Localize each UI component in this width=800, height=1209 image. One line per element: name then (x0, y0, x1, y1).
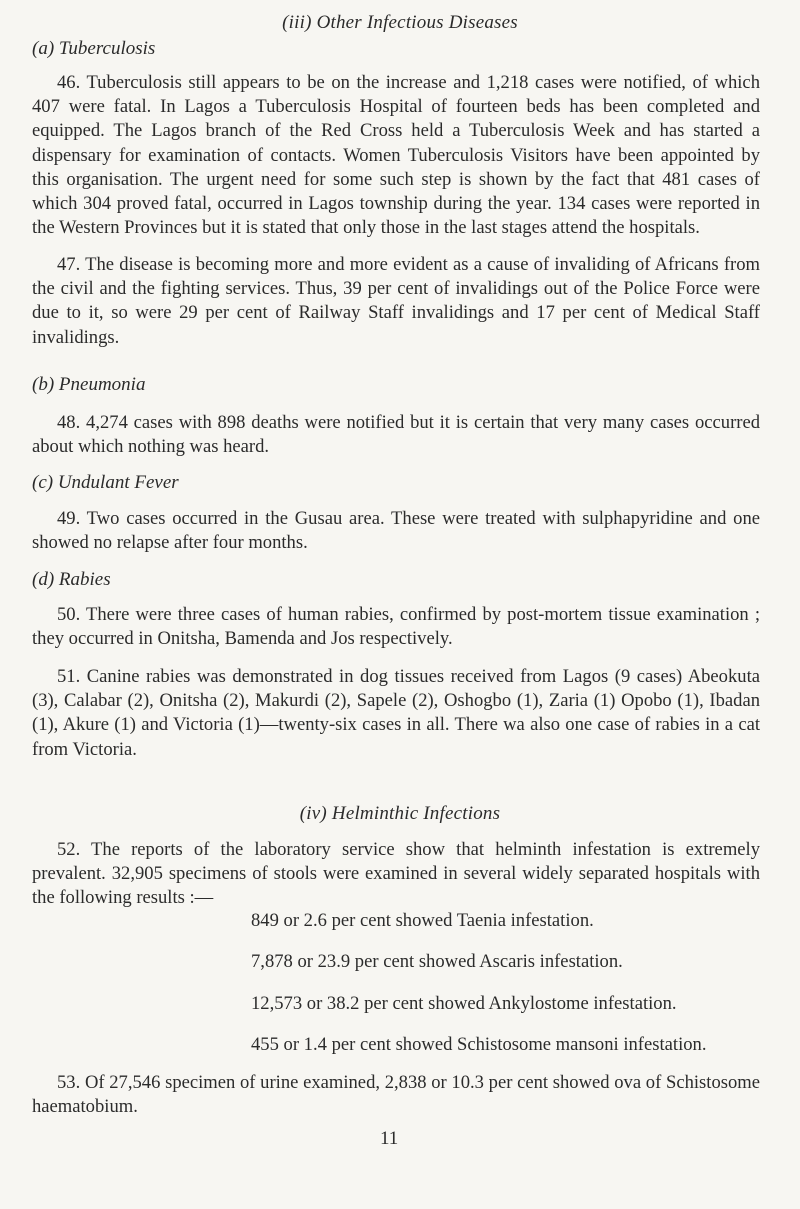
result-line-schistosome-mansoni: 455 or 1.4 per cent showed Schistosome mansoni infestation. (251, 1034, 707, 1055)
paragraph-50: 50. There were three cases of human rabies, confirmed by post-mortem tissue examination ; they occurred in Onitsha, Bamenda and Jos respectively. (32, 604, 760, 650)
paragraph-49: 49. Two cases occurred in the Gusau area. These were treated with sulphapyridine and one showed no relapse after four months. (32, 508, 760, 554)
section-iv-heading: (iv) Helminthic Infections (299, 803, 501, 824)
paragraph-53: 53. Of 27,546 specimen of urine examined, 2,838 or 10.3 per cent showed ova of Schistosome haematobium. (32, 1072, 760, 1118)
subheading-tuberculosis: (a) Tuberculosis (32, 38, 156, 59)
subheading-pneumonia: (b) Pneumonia (32, 374, 146, 395)
result-line-ankylostome: 12,573 or 38.2 per cent showed Ankylostome infestation. (251, 993, 677, 1014)
result-line-taenia: 849 or 2.6 per cent showed Taenia infestation. (251, 910, 594, 931)
subheading-undulant-fever: (c) Undulant Fever (32, 472, 179, 493)
paragraph-52: 52. The reports of the laboratory service show that helminth infestation is extremely prevalent. 32,905 specimens of stools were examined in several widely separated hospitals with the following results :— (32, 839, 760, 909)
subheading-rabies: (d) Rabies (32, 569, 111, 590)
section-iii-heading: (iii) Other Infectious Diseases (282, 12, 518, 33)
paragraph-47: 47. The disease is becoming more and more evident as a cause of invaliding of Africans from the civil and the fighting services. Thus, 39 per cent of invalidings out of the Police Force were due to it, so were 29 per cent of Railway Staff invalidings and 17 per cent of Medical Staff invalidings. (32, 254, 760, 348)
result-line-ascaris: 7,878 or 23.9 per cent showed Ascaris infestation. (251, 951, 623, 972)
page-number: 11 (380, 1128, 399, 1149)
paragraph-48: 48. 4,274 cases with 898 deaths were notified but it is certain that very many cases occurred about which nothing was heard. (32, 412, 760, 458)
paragraph-46: 46. Tuberculosis still appears to be on the increase and 1,218 cases were notified, of which 407 were fatal. In Lagos a Tuberculosis Hospital of fourteen beds has been completed and equipped. The Lagos branch of the Red Cross held a Tuberculosis Week and has started a dispensary for examination of contacts. Women Tuberculosis Visitors have been appointed by this organisation. The urgent need for some such step is shown by the fact that 481 cases of which 304 proved fatal, occurred in Lagos township during the year. 134 cases were reported in the Western Provinces but it is stated that only those in the last stages attend the hospitals. (32, 72, 760, 239)
paragraph-51: 51. Canine rabies was demonstrated in dog tissues received from Lagos (9 cases) Abeokuta (3), Calabar (2), Onitsha (2), Makurdi (2), Sapele (2), Oshogbo (1), Zaria (1) Opobo (1), Ibadan (1), Akure (1) and Victoria (1)—twenty-six cases in all. There wa also one case of rabies in a cat from Victoria. (32, 666, 760, 760)
